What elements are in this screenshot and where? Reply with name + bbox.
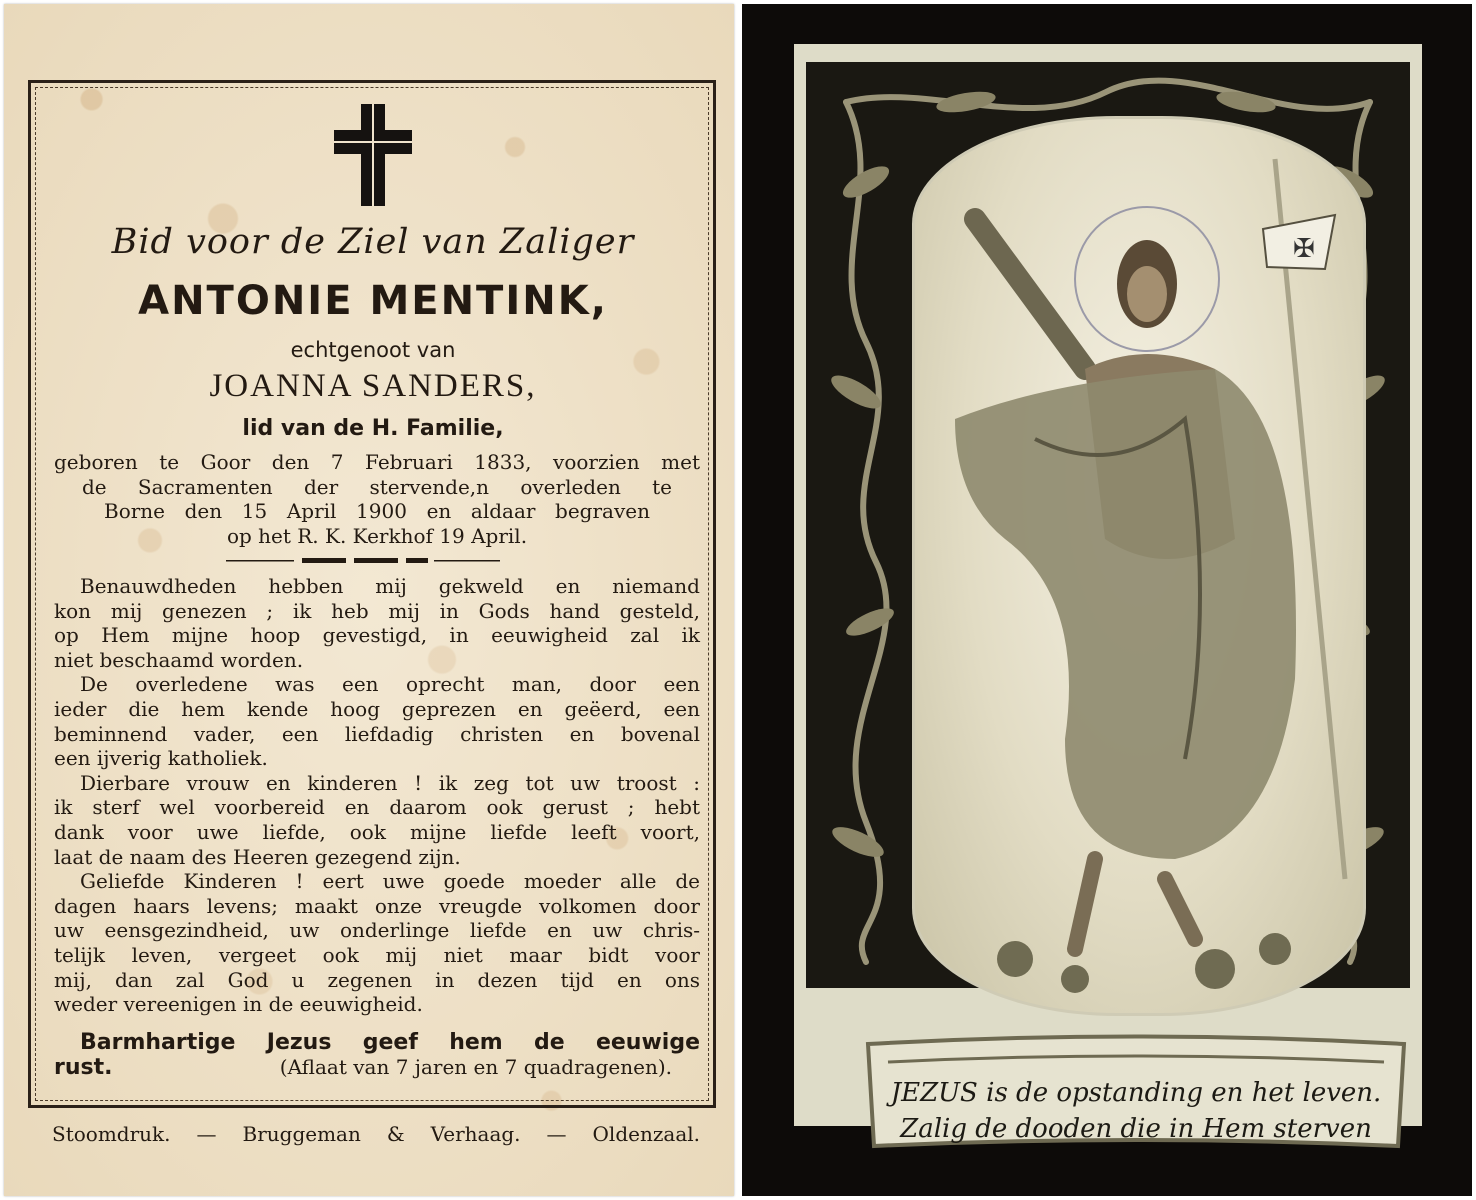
closing-prayer bbox=[54, 1030, 700, 1080]
risen-christ-figure bbox=[915, 119, 1363, 1013]
bio-line: Borne den 15 April 1900 en aldaar begraven bbox=[104, 499, 650, 523]
spouse-name: JOANNA SANDERS, bbox=[209, 368, 537, 404]
caption-line-2: Zalig de dooden die in Hem sterven bbox=[900, 1114, 1372, 1144]
svg-text:✠: ✠ bbox=[1293, 234, 1315, 264]
eulogy-line: telijk leven, vergeet ook mij niet maar bidt voor bbox=[54, 942, 700, 967]
caption-line-1: JEZUS is de opstanding en het leven. bbox=[890, 1078, 1382, 1108]
printer-credit: Stoomdruk. — Bruggeman & Verhaag. — Oldenzaal. bbox=[52, 1122, 700, 1146]
memorial-card-text-side bbox=[4, 4, 734, 1196]
prayer-invocation: Bid voor de Ziel van Zaliger bbox=[111, 222, 635, 262]
closing-prayer-word: rust. bbox=[54, 1055, 113, 1080]
closing-prayer-line: Barmhartige Jezus geef hem de eeuwige bbox=[80, 1030, 700, 1055]
eulogy-line: ieder die hem kende hoog geprezen en geëerd, een bbox=[54, 696, 700, 721]
ornamental-divider bbox=[226, 558, 500, 564]
bio-line: geboren te Goor den 7 Februari 1833, voorzien met bbox=[54, 450, 700, 474]
cross-icon bbox=[334, 104, 412, 206]
eulogy-line: laat de naam des Heeren gezegend zijn. bbox=[54, 844, 461, 869]
eulogy-line: beminnend vader, een liefdadig christen en bovenal bbox=[54, 721, 700, 746]
eulogy-text bbox=[54, 574, 700, 1017]
eulogy-line: een ijverig katholiek. bbox=[54, 746, 268, 771]
eulogy-line: op Hem mijne hoop gevestigd, in eeuwigheid zal ik bbox=[54, 623, 700, 648]
eulogy-line: weder vereenigen in de eeuwigheid. bbox=[54, 992, 423, 1017]
eulogy-line: De overledene was een oprecht man, door een bbox=[80, 672, 700, 697]
biography bbox=[54, 450, 700, 548]
bio-line: de Sacramenten der stervende,n overleden te bbox=[82, 474, 672, 499]
deceased-name: ANTONIE MENTINK, bbox=[138, 278, 608, 324]
eulogy-line: Geliefde Kinderen ! eert uwe goede moeder alle de bbox=[80, 869, 700, 894]
eulogy-line: dank voor uwe liefde, ook mijne liefde leeft voort, bbox=[54, 819, 700, 844]
eulogy-line: niet beschaamd worden. bbox=[54, 647, 304, 672]
eulogy-line: dagen haars levens; maakt onze vreugde volkomen door bbox=[54, 893, 700, 918]
eulogy-line: mij, dan zal God u zegenen in dezen tijd en ons bbox=[54, 967, 700, 992]
spouse-label: echtgenoot van bbox=[290, 338, 456, 362]
eulogy-line: uw eensgezindheid, uw onderlinge liefde en uw chris- bbox=[54, 918, 700, 943]
resurrection-illustration bbox=[912, 116, 1366, 1016]
eulogy-line: Dierbare vrouw en kinderen ! ik zeg tot uw troost : bbox=[80, 770, 700, 795]
memorial-card-image-side bbox=[742, 4, 1472, 1196]
bio-line: op het R. K. Kerkhof 19 April. bbox=[226, 523, 528, 548]
membership-line: lid van de H. Familie, bbox=[242, 416, 504, 441]
caption-banner bbox=[858, 1034, 1414, 1154]
ornament-panel bbox=[794, 44, 1422, 1144]
eulogy-line: Benauwdheden hebben mij gekweld en niemand bbox=[80, 574, 700, 598]
indulgence-note: (Aflaat van 7 jaren en 7 quadragenen). bbox=[279, 1055, 672, 1079]
eulogy-line: ik sterf wel voorbereid en daarom ook gerust ; hebt bbox=[54, 795, 700, 820]
eulogy-line: kon mij genezen ; ik heb mij in Gods hand gesteld, bbox=[54, 598, 700, 623]
